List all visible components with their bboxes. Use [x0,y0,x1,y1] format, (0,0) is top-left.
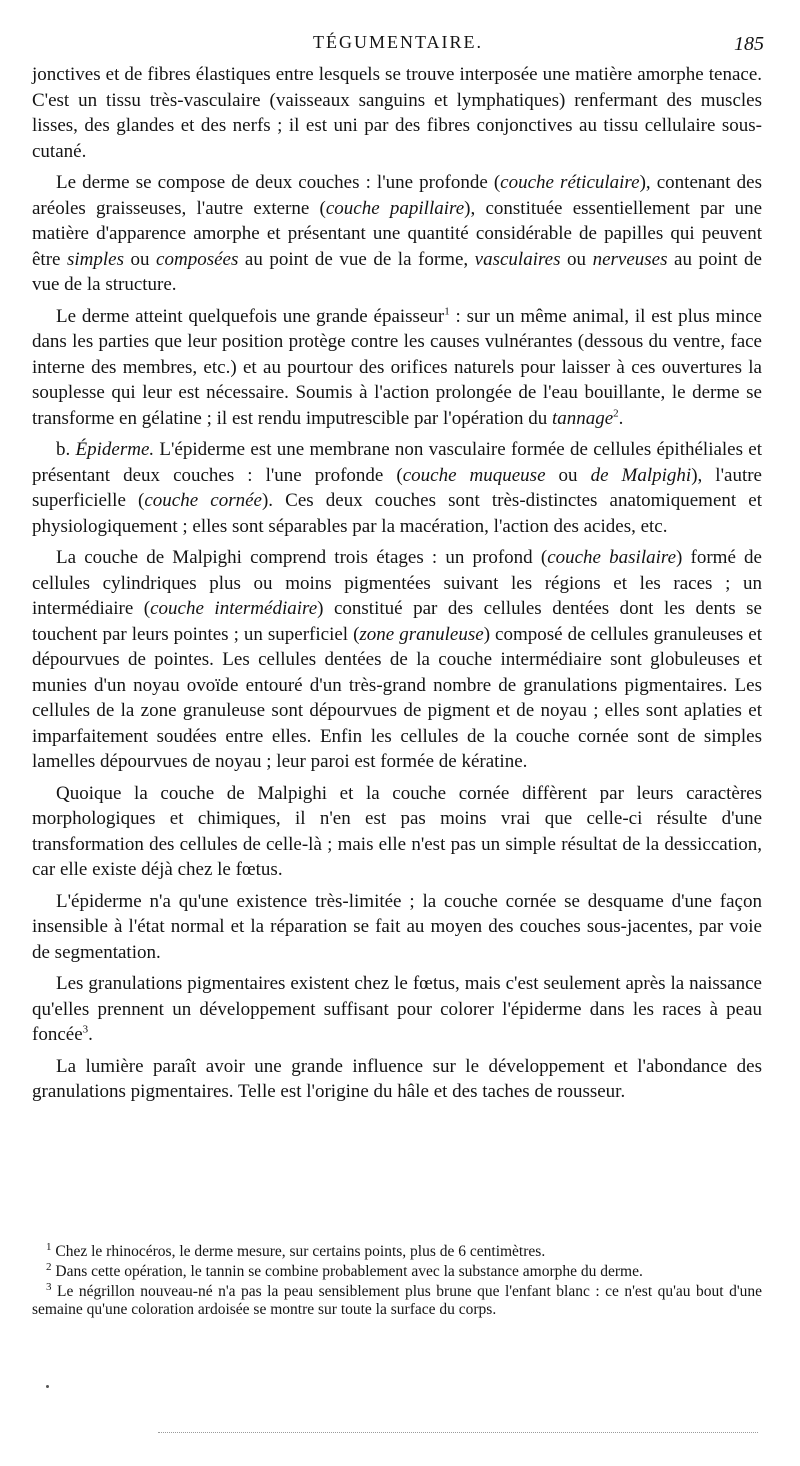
italic-term: nerveuses [592,248,668,270]
text-run: ), l'autre superficielle ( [32,464,762,511]
text-run: L'épiderme n'a qu'une existence très-limitée ; la couche cornée se desquame d'une façon insensible à l'état normal et la réparation se fait au moyen des couches sous-jacentes, par voie de segmentation. [32,890,762,963]
text-run: ou [124,248,157,270]
italic-term: tannage [551,407,614,429]
italic-term: composées [156,248,239,270]
text-run: ) composé de cellules granuleuses et dépourvues de pointes. Les cellules dentées de la couche intermédiaire sont globuleuses et munies d'un noyau ovoïde entouré d'un très-grand nombre de granulations pigmentaires. Les cellules de la zone granuleuse sont dépourvues de pigment et de noyau ; elles sont aplaties et imparfaitement soudées entre elles. Enfin les cellules de la couche cornée sont de simples lamelles dépourvues de noyau ; leur paroi est formée de kératine. [32,623,762,772]
body-text [32,62,762,1111]
paragraph-7 [32,889,762,966]
italic-term: couche basilaire [547,547,677,568]
italic-term: zone granuleuse [359,623,484,645]
text-run: ). Ces deux couches sont très-distinctes anatomiquement et physiologiquement ; elles sont séparables par la macération, l'action des acides, etc. [32,490,762,537]
text-run: ), constituée essentiellement par une matière d'apparence amorphe et présentant une quantité considérable de papilles qui peuvent être [32,197,763,270]
footnote-mark: 1 [46,1240,52,1253]
page-number: 185 [734,33,764,55]
text-run: ) formé de cellules cylindriques plus ou moins pigmentées suivant les régions et les races ; un intermédiaire ( [32,547,762,619]
italic-term: couche intermédiaire [150,598,318,619]
italic-term: couche cornée [144,490,262,511]
paragraph-5 [32,545,762,775]
footnote-mark: 3 [46,1280,52,1293]
text-run: ) constitué par des cellules dentées dont les dents se touchent par leurs pointes ; un superficiel ( [32,598,762,645]
text-run: Les granulations pigmentaires existent chez le fœtus, mais c'est seulement après la naissance qu'elles prennent un développement suffisant pour colorer l'épiderme dans les races à peau foncée [32,973,762,1045]
text-run: L'épiderme est une membrane non vasculaire formée de cellules épithéliales et présentant deux couches : l'une profonde ( [32,439,762,486]
ink-speck [46,1385,49,1388]
paragraph-1 [32,62,762,164]
section-heading: Épiderme. [75,439,155,460]
text-run: Le derme se compose de deux couches : l'une profonde ( [56,172,501,193]
italic-term: vasculaires [474,248,561,270]
text-run: Quoique la couche de Malpighi et la couche cornée diffèrent par leurs caractères morphologiques et chimiques, il n'en est pas moins vrai que celle-ci résulte d'une transformation des cellules de celle-là ; mais elle n'est pas un simple résultat de la dessiccation, car elle existe déjà chez le fœtus. [32,782,762,880]
paragraph-8 [32,971,762,1048]
footnote-1 [32,1240,762,1261]
text-run: b. [56,439,76,460]
text-run: La lumière paraît avoir une grande influence sur le développement et l'abondance des granulations pigmentaires. Telle est l'origine du hâle et des taches de rousseur. [32,1055,762,1102]
italic-term: couche papillaire [325,197,465,219]
footnote-2 [32,1260,762,1281]
bottom-dotted-rule [158,1432,758,1433]
footnote-3 [32,1280,763,1319]
running-title: TÉGUMENTAIRE. [312,32,484,52]
paragraph-4 [32,437,762,539]
italic-term: couche réticulaire [500,172,640,193]
text-run: ), contenant des aréoles graisseuses, l'autre externe ( [32,172,763,219]
text-run: Le derme atteint quelquefois une grande épaisseur [56,305,445,327]
footnote-mark: 2 [46,1260,52,1273]
footnote-text: Chez le rhinocéros, le derme mesure, sur certains points, plus de 6 centimètres. [55,1243,546,1260]
footnote-text: Dans cette opération, le tannin se combine probablement avec la substance amorphe du derme. [55,1263,643,1280]
paragraph-3 [32,304,762,432]
paragraph-9 [32,1054,762,1105]
text-run: au point de vue de la forme, [238,248,475,270]
footnote-ref: 1 [444,305,450,318]
footnote-ref: 3 [82,1023,89,1036]
text-run: . [88,1024,93,1045]
text-run: ou [560,248,593,270]
text-run: . [618,407,624,429]
italic-term: simples [67,248,124,270]
paragraph-6 [32,781,762,883]
footnote-text: Le négrillon nouveau-né n'a pas la peau sensiblement plus brune que l'enfant blanc : ce n'est qu'au bout d'une semaine qu'une coloration ardoisée se montre sur toute la surface du corps. [32,1283,763,1318]
paragraph-2 [32,170,762,298]
text-run: : sur un même animal, il est plus mince dans les parties que leur position protège contre les causes vulnérantes (dessous du ventre, face interne des membres, etc.) et au pourtour des orifices naturels pour laisser à ces ouvertures la souplesse qui leur est nécessaire. Soumis à l'action prolongée de l'eau bouillante, le derme se transforme en gélatine ; il est rendu imputrescible par l'opération du [32,305,762,429]
italic-term: couche muqueuse [402,464,546,486]
text-run: jonctives et de fibres élastiques entre lesquels se trouve interposée une matière amorphe tenace. C'est un tissu très-vasculaire (vaisseaux sanguins et lymphatiques) renfermant des muscles lisses, des glandes et des nerfs ; il est uni par des fibres conjonctives au tissu cellulaire sous-cutané. [32,64,762,162]
footnote-ref: 2 [613,407,619,420]
footnotes [32,1240,763,1321]
text-run: ou [545,464,591,486]
text-run: au point de vue de la structure. [32,248,762,295]
text-run: La couche de Malpighi comprend trois étages : un profond ( [56,547,548,568]
page-header [32,30,764,60]
italic-term: de Malpighi [590,464,692,486]
